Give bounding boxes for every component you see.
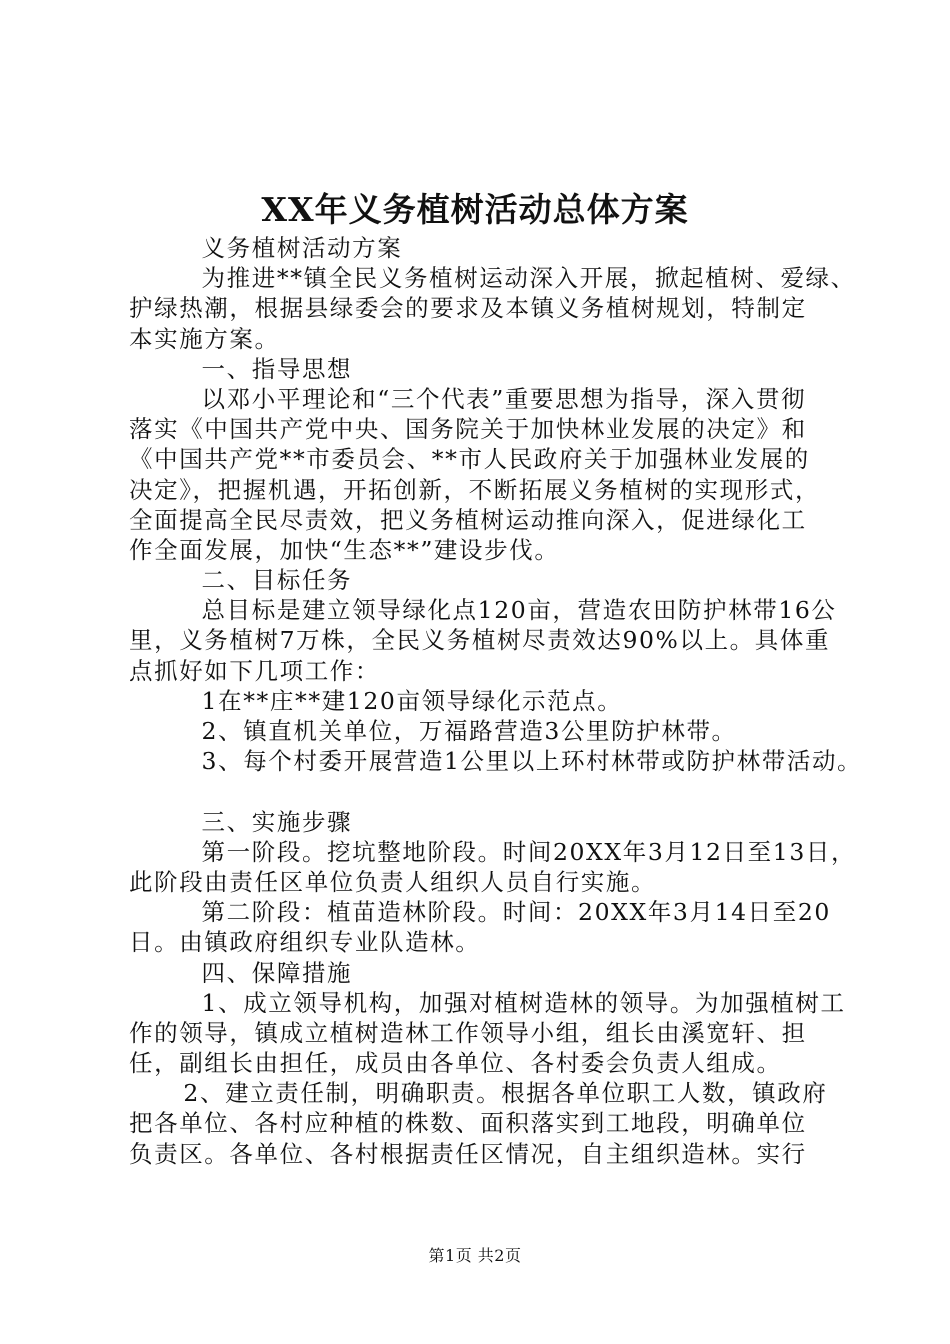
body-line: 作的领导，镇成立植树造林工作领导小组，组长由溪宽轩、担 (129, 1018, 807, 1047)
body-line: 《中国共产党**市委员会、**市人民政府关于加强林业发展的 (129, 445, 810, 474)
section-heading: 二、目标任务 (129, 566, 353, 595)
list-item: 3、每个村委开展营造1公里以上环村林带或防护林带活动。 (129, 747, 863, 776)
body-line: 1、成立领导机构，加强对植树造林的领导。为加强植树工 (129, 988, 846, 1017)
section-heading: 四、保障措施 (129, 958, 353, 987)
body-line: 2、建立责任制，明确职责。根据各单位职工人数，镇政府 (129, 1079, 828, 1108)
body-line: 总目标是建立领导绿化点120亩，营造农田防护林带16公 (129, 596, 837, 625)
body-line: 全面提高全民尽责效，把义务植树运动推向深入，促进绿化工 (129, 505, 807, 534)
page-number-footer: 第1页 共2页 (428, 1246, 522, 1265)
body-line: 护绿热潮，根据县绿委会的要求及本镇义务植树规划，特制定 (129, 294, 807, 323)
blank-line (129, 776, 851, 806)
section-heading: 一、指导思想 (129, 354, 353, 383)
body-line: 义务植树活动方案 (129, 234, 403, 262)
body-line: 为推进**镇全民义务植树运动深入开展，掀起植树、爱绿、 (129, 264, 856, 293)
body-line: 负责区。各单位、各村根据责任区情况，自主组织造林。实行 (129, 1139, 807, 1168)
body-line: 决定》，把握机遇，开拓创新，不断拓展义务植树的实现形式， (129, 475, 821, 504)
document-title: XX年义务植树活动总体方案 (261, 190, 689, 229)
body-line: 第一阶段。挖坑整地阶段。时间20XX年3月12日至13日， (129, 837, 857, 866)
body-line: 本实施方案。 (129, 324, 280, 353)
document-body (129, 233, 863, 1169)
section-heading: 三、实施步骤 (129, 807, 353, 836)
body-line: 落实《中国共产党中央、国务院关于加快林业发展的决定》和 (129, 415, 807, 444)
body-line: 作全面发展，加快“生态**”建设步伐。 (129, 535, 560, 564)
list-item: 2、镇直机关单位，万福路营造3公里防护林带。 (129, 717, 737, 745)
list-item: 1在**庄**建120亩领导绿化示范点。 (129, 686, 623, 715)
body-line: 把各单位、各村应种植的株数、面积落实到工地段，明确单位 (129, 1109, 807, 1138)
body-line: 第二阶段：植苗造林阶段。时间：20XX年3月14日至20 (129, 898, 831, 927)
body-line: 点抓好如下几项工作： (129, 656, 380, 685)
body-line: 任，副组长由担任，成员由各单位、各村委会负责人组成。 (129, 1049, 782, 1078)
body-line: 里，义务植树7万株，全民义务植树尽责效达90%以上。具体重 (129, 626, 831, 655)
body-line: 以邓小平理论和“三个代表”重要思想为指导，深入贯彻 (129, 384, 807, 413)
body-line: 日。由镇政府组织专业队造林。 (129, 928, 481, 957)
body-line: 此阶段由责任区单位负责人组织人员自行实施。 (129, 867, 657, 896)
